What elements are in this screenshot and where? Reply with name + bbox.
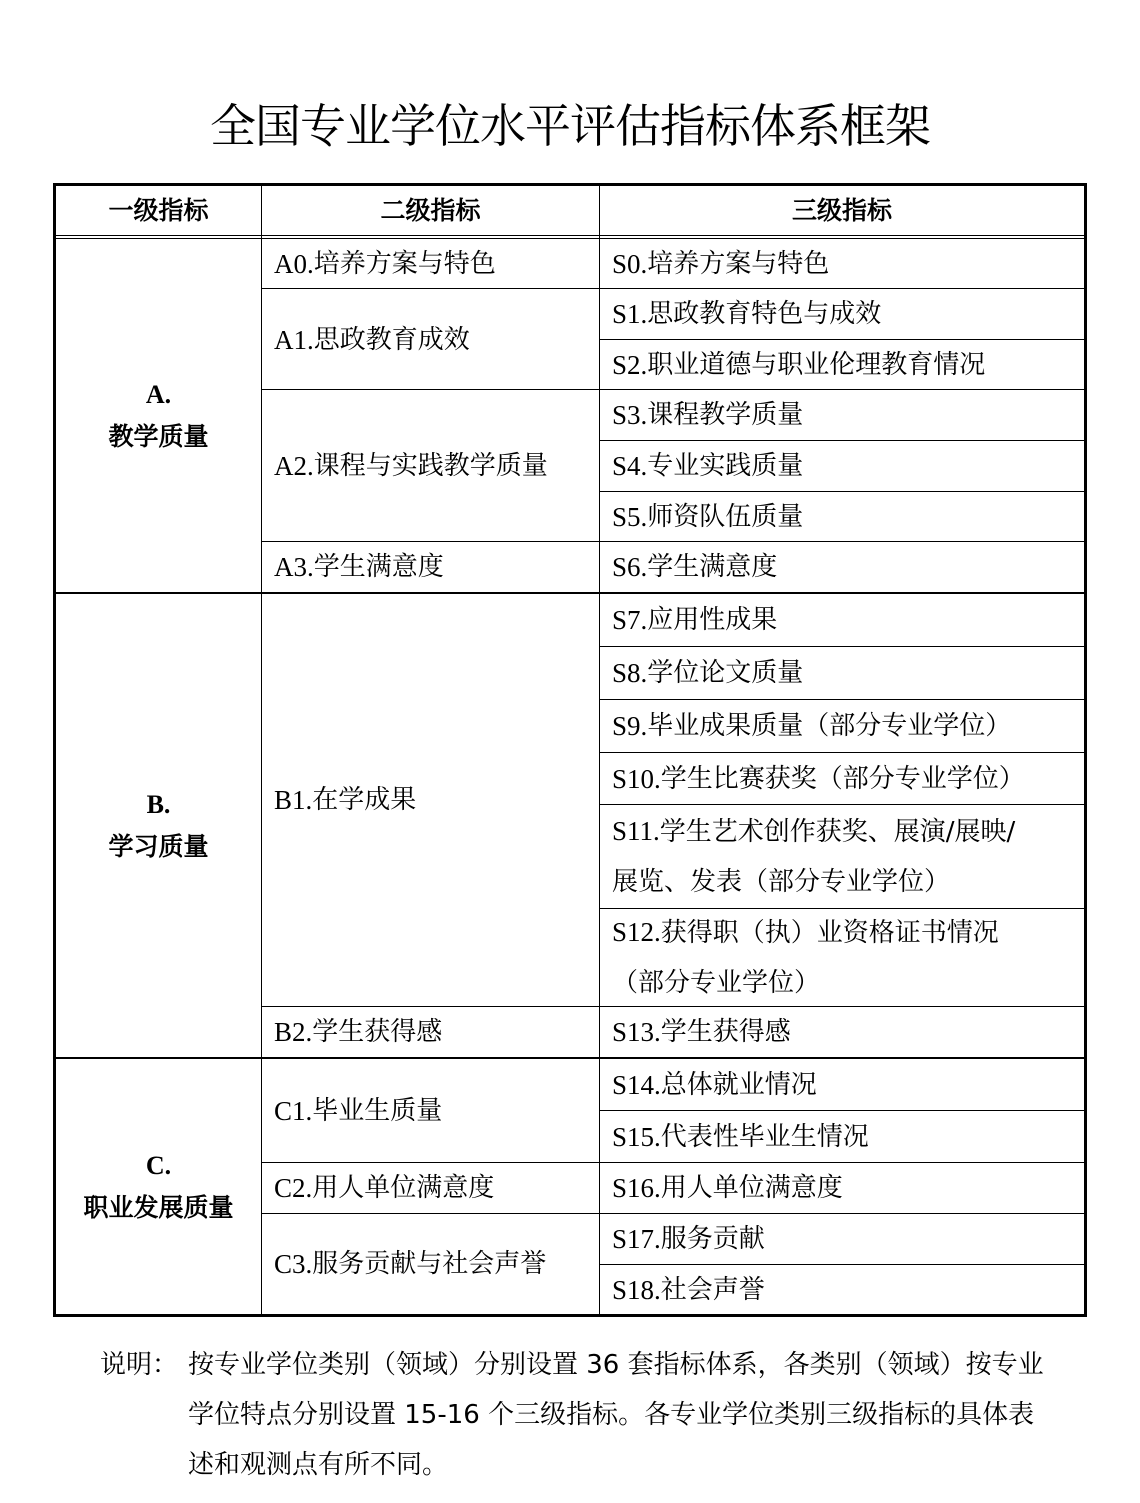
- level3-name: 培养方案与特色: [647, 249, 830, 279]
- level3-cell: [600, 753, 1084, 804]
- header-level2: 二级指标: [380, 196, 481, 225]
- level3-code: S10.: [612, 763, 661, 794]
- level3-code: S16.: [612, 1173, 661, 1203]
- level3-name: 社会声誉: [660, 1274, 765, 1305]
- level2-cell: [262, 1007, 599, 1057]
- level3-code: S9.: [612, 711, 648, 741]
- level2-name: 培养方案与特色: [313, 249, 496, 279]
- level3-name: 学生比赛获奖（部分专业学位）: [660, 763, 1025, 794]
- header-level1: 一级指标: [108, 196, 209, 225]
- level2-cell: [262, 542, 599, 592]
- level3-name: 专业实践质量: [647, 451, 804, 481]
- footnote-label: 说明：: [100, 1350, 179, 1380]
- level3-cell: [600, 1059, 1084, 1110]
- level3-cell: [600, 390, 1084, 440]
- level3-code: S11.: [612, 816, 660, 846]
- level1-cell-b: [56, 594, 261, 1058]
- level3-cell: [600, 594, 1084, 646]
- level2-code: C2.: [274, 1173, 313, 1203]
- level3-code: S4.: [612, 451, 648, 481]
- level3-code: S14.: [612, 1069, 661, 1100]
- level1-name: 学习质量: [108, 832, 209, 861]
- level3-code: S12.: [612, 917, 661, 947]
- level3-name: 用人单位满意度: [660, 1173, 843, 1203]
- level3-cell: [600, 542, 1084, 592]
- level1-name: 职业发展质量: [83, 1192, 234, 1222]
- level1-cell-a: [56, 239, 261, 593]
- level3-code: S15.: [612, 1121, 661, 1152]
- level3-code: S6.: [612, 552, 648, 582]
- level2-name: 学生满意度: [313, 552, 444, 582]
- level2-cell: [262, 594, 599, 1006]
- level2-cell: [262, 1214, 599, 1314]
- level3-cell: [600, 340, 1084, 390]
- level3-name-continued: （部分专业学位）: [612, 968, 821, 998]
- level2-code: C1.: [274, 1095, 313, 1126]
- page-title: 全国专业学位水平评估指标体系框架: [210, 99, 930, 153]
- level3-cell: [600, 805, 1084, 908]
- level3-cell: [600, 1163, 1084, 1213]
- level3-name: 师资队伍质量: [647, 501, 804, 532]
- level3-name: 毕业成果质量（部分专业学位）: [647, 711, 1012, 741]
- level2-code: A1.: [274, 324, 314, 355]
- level3-name: 获得职（执）业资格证书情况: [660, 918, 999, 948]
- level3-code: S17.: [612, 1224, 661, 1254]
- level3-name: 服务贡献: [660, 1224, 765, 1254]
- level1-name: 教学质量: [108, 422, 209, 451]
- level2-code: A0.: [274, 249, 314, 279]
- level2-code: B2.: [274, 1017, 313, 1047]
- level1-code: B.: [146, 790, 171, 819]
- level3-code: S0.: [612, 249, 648, 279]
- level3-name: 思政教育特色与成效: [647, 299, 882, 329]
- level1-code: C.: [145, 1150, 172, 1180]
- level3-cell: [600, 1265, 1084, 1314]
- level3-cell: [600, 239, 1084, 289]
- level1-code: A.: [145, 380, 172, 409]
- level2-code: A2.: [274, 451, 314, 481]
- indicator-table: [53, 183, 1087, 1317]
- level3-cell: [600, 700, 1084, 752]
- level3-code: S3.: [612, 400, 648, 430]
- level2-cell: [262, 1059, 599, 1162]
- level3-name: 学生获得感: [660, 1017, 791, 1047]
- level3-name: 学位论文质量: [647, 658, 804, 688]
- level3-cell: [600, 909, 1084, 1006]
- level1-cell-c: [56, 1059, 261, 1314]
- level3-cell: [600, 441, 1084, 491]
- level3-code: S2.: [612, 350, 648, 380]
- level3-name: 代表性毕业生情况: [660, 1121, 869, 1152]
- level3-name: 课程教学质量: [647, 400, 804, 430]
- level3-code: S13.: [612, 1017, 661, 1047]
- level2-cell: [262, 390, 599, 542]
- level2-name: 思政教育成效: [313, 324, 470, 355]
- level3-name: 学生满意度: [647, 552, 778, 582]
- level3-cell: [600, 1214, 1084, 1264]
- level3-code: S1.: [612, 299, 648, 329]
- header-level3: 三级指标: [791, 196, 892, 225]
- level3-cell: [600, 289, 1084, 339]
- level3-cell: [600, 1111, 1084, 1162]
- level3-name-continued: 展览、发表（部分专业学位）: [612, 867, 951, 897]
- level3-name: 学生艺术创作获奖、展演/展映/: [659, 817, 1016, 847]
- level3-name: 职业道德与职业伦理教育情况: [647, 350, 986, 380]
- level2-name: 课程与实践教学质量: [313, 451, 548, 481]
- level3-name: 应用性成果: [647, 605, 778, 635]
- level3-cell: [600, 1007, 1084, 1057]
- level3-cell: [600, 647, 1084, 699]
- level3-code: S7.: [612, 605, 648, 635]
- header-divider: [56, 235, 1084, 236]
- level3-code: S18.: [612, 1274, 661, 1305]
- level2-name: 服务贡献与社会声誉: [312, 1249, 547, 1279]
- level2-name: 在学成果: [312, 785, 417, 815]
- level2-name: 用人单位满意度: [312, 1173, 495, 1203]
- level2-cell: [262, 1163, 599, 1213]
- level2-name: 毕业生质量: [312, 1095, 443, 1126]
- level2-code: C3.: [274, 1249, 313, 1279]
- level2-code: A3.: [274, 552, 314, 582]
- level3-name: 总体就业情况: [660, 1069, 817, 1100]
- level2-name: 学生获得感: [312, 1017, 443, 1047]
- footnote-text: 按专业学位类别（领域）分别设置 36 套指标体系，各类别（领域）按专业学位特点分别设置 15-16 个三级指标。各专业学位类别三级指标的具体表述和观测点有所不同。: [188, 1350, 1044, 1480]
- level2-code: B1.: [274, 785, 313, 815]
- level2-cell: [262, 289, 599, 390]
- level2-cell: [262, 239, 599, 289]
- level3-code: S5.: [612, 501, 648, 532]
- level3-code: S8.: [612, 658, 648, 688]
- level3-cell: [600, 492, 1084, 541]
